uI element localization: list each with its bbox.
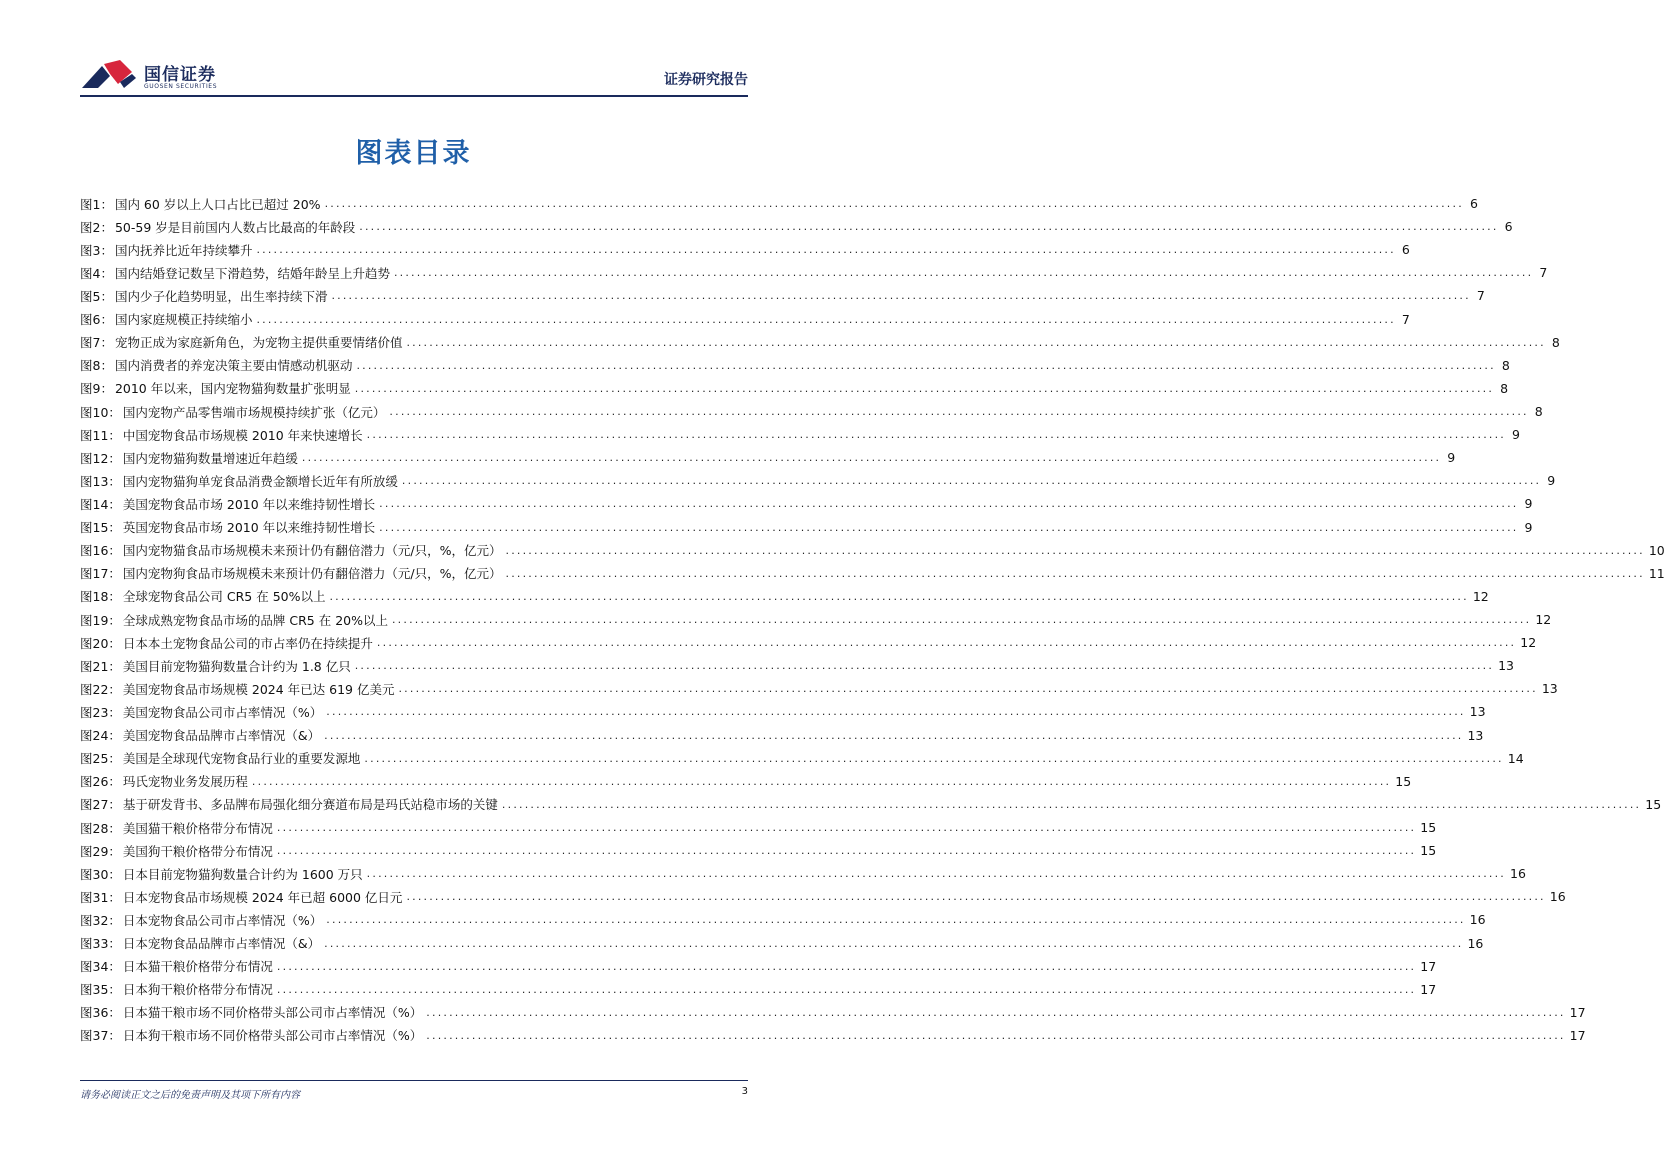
toc-entry-title: 宠物正成为家庭新角色，为宠物主提供重要情绪价值 bbox=[114, 335, 403, 351]
toc-entry[interactable] bbox=[80, 585, 1489, 608]
toc-dot-leader: ........................................................................................................................................................................................................ bbox=[329, 589, 1469, 603]
toc-entry-page: 17 bbox=[1420, 958, 1437, 974]
toc-entry[interactable] bbox=[80, 192, 1478, 215]
toc-dot-leader: ........................................................................................................................................................................................................ bbox=[426, 1005, 1566, 1019]
footer-disclaimer: 请务必阅读正文之后的免责声明及其项下所有内容 bbox=[80, 1090, 300, 1101]
toc-dot-leader: ........................................................................................................................................................................................................ bbox=[393, 266, 1534, 280]
toc-entry[interactable] bbox=[80, 308, 1410, 331]
toc-dot-leader: ........................................................................................................................................................................................................ bbox=[401, 474, 1542, 488]
toc-entry[interactable] bbox=[80, 631, 1537, 654]
toc-entry-page: 12 bbox=[1535, 612, 1552, 628]
toc-entry-title: 日本狗干粮价格带分布情况 bbox=[122, 982, 273, 998]
toc-entry-page: 6 bbox=[1504, 219, 1513, 235]
toc-entry-label: 图21： bbox=[80, 658, 121, 674]
toc-dot-leader: ........................................................................................................................................................................................................ bbox=[501, 797, 1642, 811]
toc-entry-title: 日本宠物食品品牌市占率情况（&） bbox=[122, 936, 321, 952]
footer-divider bbox=[80, 1080, 748, 1081]
toc-entry-page: 9 bbox=[1512, 427, 1520, 443]
toc-dot-leader: ........................................................................................................................................................................................................ bbox=[391, 613, 1532, 627]
toc-entry-title: 2010 年以来，国内宠物猫狗数量扩张明显 bbox=[114, 381, 351, 397]
toc-entry-page: 10 bbox=[1648, 542, 1665, 558]
toc-entry-label: 图2： bbox=[80, 219, 113, 235]
toc-dot-leader: ........................................................................................................................................................................................................ bbox=[356, 358, 1496, 372]
toc-entry-page: 13 bbox=[1467, 727, 1484, 743]
toc-entry-label: 图23： bbox=[80, 704, 121, 720]
toc-entry[interactable] bbox=[80, 955, 1437, 978]
toc-entry-label: 图8： bbox=[80, 358, 113, 374]
toc-entry-title: 国内抚养比近年持续攀升 bbox=[114, 242, 253, 258]
toc-entry-page: 8 bbox=[1500, 380, 1509, 396]
toc-entry-page: 16 bbox=[1467, 935, 1484, 951]
toc-entry-title: 日本本土宠物食品公司的市占率仍在持续提升 bbox=[122, 635, 373, 651]
toc-dot-leader: ........................................................................................................................................................................................................ bbox=[324, 936, 1464, 950]
guosen-logo-icon bbox=[80, 58, 140, 92]
toc-dot-leader: ........................................................................................................................................................................................................ bbox=[398, 682, 1538, 696]
toc-entry[interactable] bbox=[80, 446, 1456, 469]
toc-entry-page: 9 bbox=[1524, 519, 1533, 535]
toc-entry-page: 15 bbox=[1645, 796, 1662, 812]
report-type-label: 证券研究报告 bbox=[664, 72, 748, 88]
toc-entry-label: 图34： bbox=[80, 959, 121, 975]
toc-entry-label: 图33： bbox=[80, 936, 121, 952]
toc-entry[interactable] bbox=[80, 747, 1524, 770]
toc-dot-leader: ........................................................................................................................................................................................................ bbox=[276, 959, 1417, 973]
toc-entry-label: 图27： bbox=[80, 797, 121, 813]
toc-entry-label: 图28： bbox=[80, 820, 121, 836]
toc-entry-page: 7 bbox=[1539, 265, 1548, 281]
toc-entry-label: 图32： bbox=[80, 912, 121, 928]
toc-entry-page: 6 bbox=[1401, 242, 1410, 258]
toc-entry-page: 8 bbox=[1501, 357, 1510, 373]
toc-entry-label: 图11： bbox=[80, 427, 121, 443]
toc-entry-title: 全球成熟宠物食品市场的品牌 CR5 在 20%以上 bbox=[122, 612, 388, 628]
toc-entry-label: 图3： bbox=[80, 242, 113, 258]
toc-entry-label: 图9： bbox=[80, 381, 113, 397]
toc-dot-leader: ........................................................................................................................................................................................................ bbox=[301, 451, 1442, 465]
toc-entry[interactable] bbox=[80, 677, 1558, 700]
page-title: 图表目录 bbox=[355, 138, 472, 169]
toc-dot-leader: ........................................................................................................................................................................................................ bbox=[366, 428, 1506, 442]
toc-entry-label: 图35： bbox=[80, 982, 121, 998]
toc-entry-title: 日本目前宠物猫狗数量合计约为 1600 万只 bbox=[122, 866, 363, 882]
toc-entry-title: 日本宠物食品市场规模 2024 年已超 6000 亿日元 bbox=[122, 889, 403, 905]
toc-entry[interactable] bbox=[80, 978, 1437, 1001]
toc-entry[interactable] bbox=[80, 261, 1548, 284]
toc-entry-label: 图36： bbox=[80, 1005, 121, 1021]
toc-entry-label: 图5： bbox=[80, 288, 113, 304]
toc-entry[interactable] bbox=[80, 492, 1533, 515]
toc-dot-leader: ........................................................................................................................................................................................................ bbox=[426, 1028, 1566, 1042]
toc-entry[interactable] bbox=[80, 215, 1513, 238]
toc-entry-page: 11 bbox=[1648, 565, 1665, 581]
toc-entry-title: 国内宠物猫食品市场规模未来预计仍有翻倍潜力（元/只，%，亿元） bbox=[122, 543, 502, 559]
toc-entry-title: 国内宠物猫狗单宠食品消费金额增长近年有所放缓 bbox=[122, 473, 398, 489]
toc-dot-leader: ........................................................................................................................................................................................................ bbox=[366, 867, 1506, 881]
toc-entry-title: 美国宠物食品公司市占率情况（%） bbox=[122, 704, 323, 720]
header-divider bbox=[80, 95, 748, 97]
toc-entry[interactable] bbox=[80, 469, 1556, 492]
toc-entry[interactable] bbox=[80, 331, 1560, 354]
toc-entry-label: 图4： bbox=[80, 265, 113, 281]
toc-entry-page: 7 bbox=[1476, 288, 1485, 304]
toc-entry-label: 图7： bbox=[80, 335, 113, 351]
toc-entry-page: 17 bbox=[1420, 981, 1437, 997]
toc-entry-page: 16 bbox=[1549, 889, 1566, 905]
toc-entry-page: 17 bbox=[1569, 1027, 1586, 1043]
toc-entry-page: 7 bbox=[1401, 311, 1410, 327]
toc-entry[interactable] bbox=[80, 1024, 1586, 1047]
toc-entry-title: 国内宠物狗食品市场规模未来预计仍有翻倍潜力（元/只，%，亿元） bbox=[122, 566, 502, 582]
toc-dot-leader: ........................................................................................................................................................................................................ bbox=[376, 636, 1517, 650]
toc-entry-title: 日本猫干粮市场不同价格带头部公司市占率情况（%） bbox=[122, 1005, 423, 1021]
toc-dot-leader: ........................................................................................................................................................................................................ bbox=[364, 751, 1504, 765]
toc-entry[interactable] bbox=[80, 1001, 1586, 1024]
toc-entry[interactable] bbox=[80, 793, 1662, 816]
toc-entry-label: 图16： bbox=[80, 543, 121, 559]
toc-entry-label: 图12： bbox=[80, 450, 121, 466]
toc-dot-leader: ........................................................................................................................................................................................................ bbox=[276, 982, 1417, 996]
toc-entry-label: 图14： bbox=[80, 496, 121, 512]
toc-entry-label: 图37： bbox=[80, 1028, 121, 1044]
toc-entry-title: 国内宠物产品零售端市场规模持续扩张（亿元） bbox=[122, 404, 386, 420]
toc-entry-page: 15 bbox=[1395, 773, 1412, 789]
toc-dot-leader: ........................................................................................................................................................................................................ bbox=[389, 405, 1529, 419]
toc-entry[interactable] bbox=[80, 816, 1437, 839]
toc-entry-page: 13 bbox=[1541, 681, 1558, 697]
toc-dot-leader: ........................................................................................................................................................................................................ bbox=[324, 728, 1464, 742]
toc-entry[interactable] bbox=[80, 932, 1484, 955]
toc-entry-title: 日本猫干粮价格带分布情况 bbox=[122, 959, 273, 975]
toc-entry-title: 美国是全球现代宠物食品行业的重要发源地 bbox=[122, 751, 361, 767]
toc-dot-leader: ........................................................................................................................................................................................................ bbox=[326, 705, 1466, 719]
toc-entry-title: 基于研发背书、多品牌布局强化细分赛道布局是玛氏站稳市场的关键 bbox=[122, 797, 498, 813]
toc-entry-title: 国内家庭规模正持续缩小 bbox=[114, 312, 253, 328]
toc-entry-title: 国内 60 岁以上人口占比已超过 20% bbox=[114, 196, 321, 212]
toc-entry[interactable] bbox=[80, 354, 1510, 377]
toc-entry[interactable] bbox=[80, 516, 1533, 539]
toc-entry-label: 图30： bbox=[80, 866, 121, 882]
page-header bbox=[80, 58, 748, 94]
toc-entry[interactable] bbox=[80, 238, 1410, 261]
toc-entry[interactable] bbox=[80, 700, 1486, 723]
toc-entry-page: 9 bbox=[1524, 496, 1533, 512]
toc-entry-title: 美国宠物食品品牌市占率情况（&） bbox=[122, 728, 321, 744]
toc-entry-page: 13 bbox=[1498, 658, 1514, 674]
toc-entry-title: 国内宠物猫狗数量增速近年趋缓 bbox=[122, 450, 298, 466]
toc-entry-page: 13 bbox=[1469, 704, 1486, 720]
page-number: 3 bbox=[741, 1086, 748, 1097]
toc-entry-title: 日本狗干粮市场不同价格带头部公司市占率情况（%） bbox=[122, 1028, 423, 1044]
toc-entry-page: 16 bbox=[1469, 912, 1486, 928]
toc-entry[interactable] bbox=[80, 654, 1514, 677]
figure-toc-list bbox=[80, 192, 1665, 1047]
toc-entry-title: 美国宠物食品市场规模 2024 年已达 619 亿美元 bbox=[122, 681, 395, 697]
toc-entry-title: 中国宠物食品市场规模 2010 年来快速增长 bbox=[122, 427, 363, 443]
toc-entry-title: 美国狗干粮价格带分布情况 bbox=[122, 843, 273, 859]
toc-dot-leader: ........................................................................................................................................................................................................ bbox=[505, 566, 1645, 580]
toc-entry[interactable] bbox=[80, 562, 1665, 585]
toc-dot-leader: ........................................................................................................................................................................................................ bbox=[359, 220, 1499, 234]
toc-entry-page: 9 bbox=[1547, 473, 1556, 489]
toc-entry-label: 图19： bbox=[80, 612, 121, 628]
logo-name-cn: 国信证券 bbox=[144, 65, 216, 85]
toc-entry[interactable] bbox=[80, 724, 1484, 747]
toc-dot-leader: ........................................................................................................................................................................................................ bbox=[276, 844, 1417, 858]
toc-entry[interactable] bbox=[80, 284, 1485, 307]
toc-entry-label: 图17： bbox=[80, 566, 121, 582]
logo-name-en: GUOSEN SECURITIES bbox=[144, 83, 218, 90]
toc-dot-leader: ........................................................................................................................................................................................................ bbox=[251, 774, 1392, 788]
toc-entry-label: 图26： bbox=[80, 774, 121, 790]
toc-entry-page: 8 bbox=[1551, 334, 1560, 350]
toc-entry-label: 图6： bbox=[80, 312, 113, 328]
toc-dot-leader: ........................................................................................................................................................................................................ bbox=[505, 543, 1645, 557]
toc-entry[interactable] bbox=[80, 377, 1509, 400]
toc-entry-page: 9 bbox=[1447, 450, 1456, 466]
toc-entry-label: 图22： bbox=[80, 681, 121, 697]
toc-entry-title: 国内少子化趋势明显，出生率持续下滑 bbox=[114, 288, 328, 304]
toc-entry[interactable] bbox=[80, 608, 1552, 631]
toc-dot-leader: ........................................................................................................................................................................................................ bbox=[354, 659, 1495, 673]
toc-entry-title: 玛氏宠物业务发展历程 bbox=[122, 774, 248, 790]
toc-entry-label: 图25： bbox=[80, 751, 121, 767]
toc-entry-label: 图18： bbox=[80, 589, 121, 605]
toc-entry-label: 图29： bbox=[80, 843, 121, 859]
toc-entry[interactable] bbox=[80, 885, 1566, 908]
toc-dot-leader: ........................................................................................................................................................................................................ bbox=[324, 197, 1464, 211]
toc-entry-label: 图20： bbox=[80, 635, 121, 651]
toc-entry[interactable] bbox=[80, 839, 1437, 862]
toc-entry[interactable] bbox=[80, 400, 1543, 423]
toc-entry-label: 图10： bbox=[80, 404, 121, 420]
toc-entry-label: 图31： bbox=[80, 889, 121, 905]
toc-entry-page: 6 bbox=[1469, 196, 1478, 212]
toc-entry[interactable] bbox=[80, 908, 1486, 931]
toc-dot-leader: ........................................................................................................................................................................................................ bbox=[406, 890, 1546, 904]
toc-dot-leader: ........................................................................................................................................................................................................ bbox=[354, 381, 1495, 395]
company-logo bbox=[80, 58, 280, 94]
toc-entry[interactable] bbox=[80, 770, 1412, 793]
toc-entry-page: 15 bbox=[1420, 843, 1437, 859]
toc-entry-page: 12 bbox=[1472, 588, 1489, 604]
toc-entry-page: 15 bbox=[1420, 820, 1437, 835]
toc-entry-label: 图13： bbox=[80, 473, 121, 489]
toc-dot-leader: ........................................................................................................................................................................................................ bbox=[379, 497, 1519, 511]
toc-dot-leader: ........................................................................................................................................................................................................ bbox=[326, 913, 1466, 927]
toc-entry[interactable] bbox=[80, 539, 1665, 562]
toc-entry-label: 图1： bbox=[80, 196, 113, 212]
toc-entry-title: 50-59 岁是目前国内人数占比最高的年龄段 bbox=[114, 219, 356, 235]
toc-entry-page: 17 bbox=[1569, 1004, 1586, 1020]
toc-entry-title: 英国宠物食品市场 2010 年以来维持韧性增长 bbox=[122, 520, 376, 536]
toc-entry-page: 16 bbox=[1510, 866, 1526, 882]
toc-entry[interactable] bbox=[80, 862, 1526, 885]
toc-entry-page: 12 bbox=[1520, 635, 1537, 651]
toc-entry-title: 美国目前宠物猫狗数量合计约为 1.8 亿只 bbox=[122, 658, 351, 674]
toc-entry-label: 图24： bbox=[80, 728, 121, 744]
toc-entry-title: 美国宠物食品市场 2010 年以来维持韧性增长 bbox=[122, 496, 376, 512]
toc-entry[interactable] bbox=[80, 423, 1520, 446]
toc-dot-leader: ........................................................................................................................................................................................................ bbox=[276, 821, 1417, 834]
toc-dot-leader: ........................................................................................................................................................................................................ bbox=[331, 289, 1471, 303]
toc-dot-leader: ........................................................................................................................................................................................................ bbox=[256, 243, 1396, 257]
toc-dot-leader: ........................................................................................................................................................................................................ bbox=[256, 312, 1396, 326]
toc-dot-leader: ........................................................................................................................................................................................................ bbox=[379, 520, 1519, 534]
toc-entry-page: 14 bbox=[1507, 750, 1524, 766]
toc-entry-label: 图15： bbox=[80, 520, 121, 536]
toc-entry-title: 全球宠物食品公司 CR5 在 50%以上 bbox=[122, 589, 326, 605]
toc-entry-title: 国内结婚登记数呈下滑趋势，结婚年龄呈上升趋势 bbox=[114, 265, 390, 281]
toc-dot-leader: ........................................................................................................................................................................................................ bbox=[406, 335, 1546, 349]
toc-entry-title: 美国猫干粮价格带分布情况 bbox=[122, 820, 273, 836]
toc-entry-title: 国内消费者的养宠决策主要由情感动机驱动 bbox=[114, 358, 353, 374]
toc-entry-title: 日本宠物食品公司市占率情况（%） bbox=[122, 912, 323, 928]
toc-entry-page: 8 bbox=[1534, 404, 1543, 420]
